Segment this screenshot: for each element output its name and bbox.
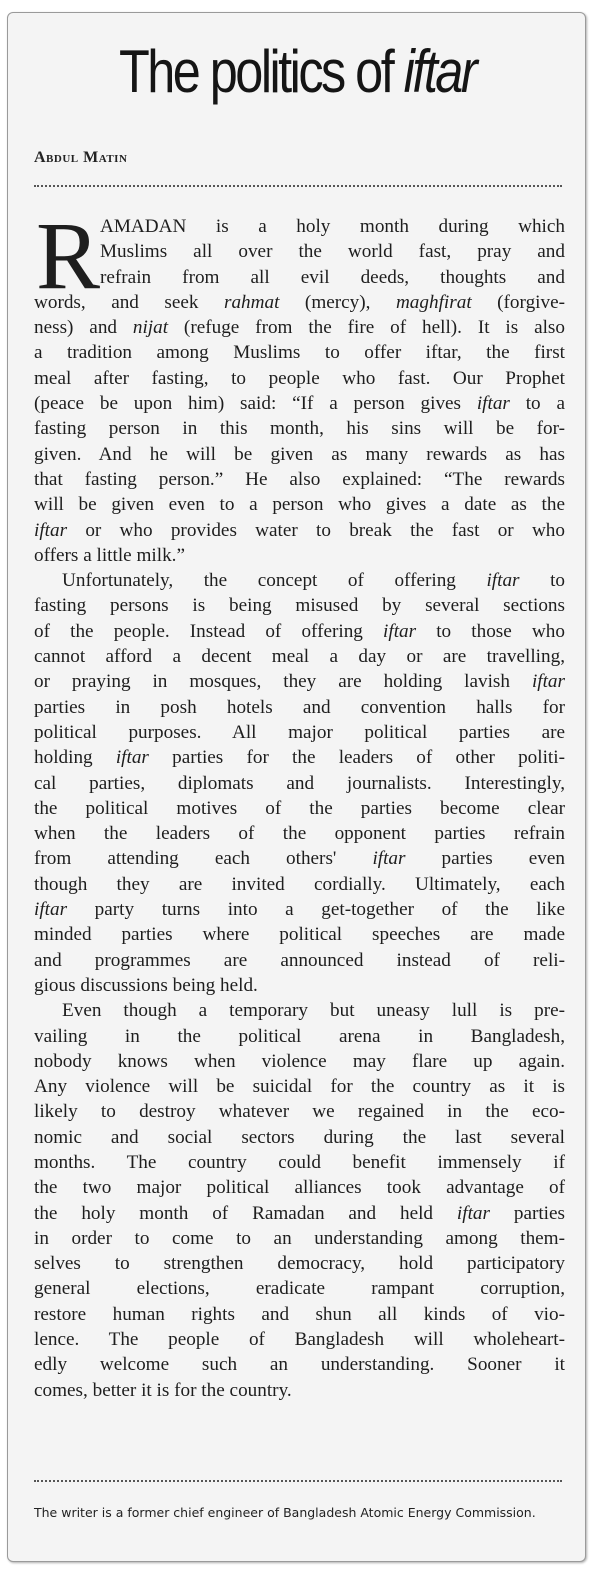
text-run: parties — [489, 1202, 565, 1224]
title-main: The politics of — [119, 38, 404, 105]
text-run: (mercy), — [279, 291, 396, 313]
text-run: to — [519, 570, 565, 592]
text-line — [34, 1251, 565, 1276]
italic-term: iftar — [383, 620, 417, 642]
text-line — [34, 239, 565, 264]
text-run: general elections, eradicate rampant corruption, — [34, 1278, 565, 1300]
author-note: The writer is a former chief engineer of Bangladesh Atomic Energy Commission. — [34, 1505, 536, 1520]
text-run: party turns into a get-together of the like — [67, 899, 565, 921]
text-run: offers a little milk.” — [34, 544, 185, 566]
divider-top — [34, 185, 562, 187]
text-run: political purposes. All major political parties are — [34, 721, 565, 743]
text-line — [34, 821, 565, 846]
text-line — [34, 922, 565, 947]
text-run: Even though a temporary but uneasy lull is pre- — [62, 1000, 565, 1022]
italic-term: iftar — [476, 393, 510, 415]
text-run: holding — [34, 747, 116, 769]
text-run: Muslims all over the world fast, pray and — [100, 241, 565, 263]
text-line — [34, 619, 565, 644]
text-run: (refuge from the fire of hell). It is also — [168, 317, 565, 339]
text-run: ness) and — [34, 317, 133, 339]
text-line — [34, 391, 565, 416]
text-line — [34, 796, 565, 821]
text-run: and programmes are announced instead of reli- — [34, 949, 565, 971]
text-line — [34, 872, 565, 897]
text-run: cal parties, diplomats and journalists. Interestingly, — [34, 772, 565, 794]
text-run: nomic and social sectors during the last several — [34, 1126, 565, 1148]
text-run: likely to destroy whatever we regained in the eco- — [34, 1101, 565, 1123]
text-run: minded parties where political speeches are made — [34, 924, 565, 946]
text-run: though they are invited cordially. Ultimately, each — [34, 873, 565, 895]
text-line — [34, 1327, 565, 1352]
text-run: fasting persons is being misused by several sections — [34, 595, 565, 617]
text-run: the political motives of the parties become clear — [34, 797, 565, 819]
text-line — [34, 214, 565, 239]
text-line — [34, 518, 565, 543]
text-line — [34, 720, 565, 745]
text-line — [34, 973, 565, 998]
text-run: parties for the leaders of other politi- — [148, 747, 565, 769]
divider-bottom — [34, 1480, 562, 1482]
text-run: words, and seek — [34, 291, 224, 313]
text-line — [34, 1352, 565, 1377]
text-line — [34, 1099, 565, 1124]
text-line — [34, 1201, 565, 1226]
text-line — [34, 416, 565, 441]
text-line — [34, 467, 565, 492]
text-run: edly welcome such an understanding. Sooner it — [34, 1354, 565, 1376]
italic-term: iftar — [34, 519, 68, 541]
text-line — [34, 1378, 565, 1403]
text-run: comes, better it is for the country. — [34, 1379, 292, 1401]
text-run: will be given even to a person who gives a date as the — [34, 494, 565, 516]
text-run: meal after fasting, to people who fast. Our Prophet — [34, 367, 565, 389]
text-run: when the leaders of the opponent parties refrain — [34, 823, 565, 845]
text-line — [34, 340, 565, 365]
text-line — [34, 897, 565, 922]
text-line — [34, 998, 565, 1023]
author-byline: Abdul Matin — [34, 149, 128, 166]
text-line — [34, 1024, 565, 1049]
text-run: restore human rights and shun all kinds of vio- — [34, 1303, 565, 1325]
text-line — [34, 593, 565, 618]
text-run: selves to strengthen democracy, hold participatory — [34, 1253, 565, 1275]
text-run: refrain from all evil deeds, thoughts and — [100, 266, 565, 288]
text-run: gious discussions being held. — [34, 974, 258, 996]
italic-term: iftar — [372, 848, 406, 870]
text-run: the holy month of Ramadan and held — [34, 1202, 457, 1224]
text-line — [34, 948, 565, 973]
text-run: Any violence will be suicidal for the country as it is — [34, 1076, 565, 1098]
text-line — [34, 846, 565, 871]
text-run: of the people. Instead of offering — [34, 620, 384, 642]
text-run: fasting person in this month, his sins will be for- — [34, 418, 565, 440]
text-line — [34, 771, 565, 796]
text-run: Unfortunately, the concept of offering — [62, 570, 487, 592]
text-line — [34, 1150, 565, 1175]
italic-term: iftar — [531, 671, 565, 693]
italic-term: nijat — [132, 317, 169, 339]
text-run: given. And he will be given as many rewards as has — [34, 443, 565, 465]
text-line — [34, 1074, 565, 1099]
text-line — [34, 745, 565, 770]
text-line — [34, 442, 565, 467]
text-line — [34, 1049, 565, 1074]
text-run: to those who — [416, 620, 565, 642]
text-line — [34, 1125, 565, 1150]
text-line — [34, 1276, 565, 1301]
text-line — [34, 695, 565, 720]
text-line — [34, 315, 565, 340]
italic-term: maghfirat — [395, 291, 472, 313]
text-run: the two major political alliances took advantage of — [34, 1177, 565, 1199]
italic-term: iftar — [486, 570, 520, 592]
text-run: AMADAN is a holy month during which — [100, 216, 565, 237]
italic-term: iftar — [456, 1202, 490, 1224]
article-title — [48, 36, 546, 108]
text-run: lence. The people of Bangladesh will wholeheart- — [34, 1329, 565, 1351]
text-run: nobody knows when violence may flare up again. — [34, 1050, 565, 1072]
text-run: or praying in mosques, they are holding lavish — [34, 671, 532, 693]
text-run: a tradition among Muslims to offer iftar, the first — [34, 342, 565, 364]
text-run: in order to come to an understanding among them- — [34, 1227, 565, 1249]
italic-term: iftar — [34, 899, 68, 921]
text-line — [34, 492, 565, 517]
text-line — [34, 290, 565, 315]
text-run: months. The country could benefit immensely if — [34, 1151, 565, 1173]
text-run: that fasting person.” He also explained: “The rewards — [34, 468, 565, 490]
title-italic: iftar — [403, 38, 476, 105]
italic-term: rahmat — [224, 291, 280, 313]
text-run: from attending each others' — [34, 848, 373, 870]
text-run: parties in posh hotels and convention halls for — [34, 696, 565, 718]
text-line — [34, 568, 565, 593]
text-line — [34, 1175, 565, 1200]
text-run: or who provides water to break the fast or who — [67, 519, 565, 541]
article-body — [34, 202, 565, 1403]
italic-term: iftar — [115, 747, 149, 769]
text-line — [34, 644, 565, 669]
text-run: cannot afford a decent meal a day or are travelling, — [34, 646, 565, 668]
text-run: (forgive- — [471, 291, 565, 313]
text-run: (peace be upon him) said: “If a person gives — [34, 393, 477, 415]
text-line — [34, 265, 565, 290]
text-line — [34, 1302, 565, 1327]
text-run: vailing in the political arena in Bangladesh, — [34, 1025, 565, 1047]
drop-cap: R — [36, 202, 101, 309]
text-line — [34, 669, 565, 694]
text-line — [34, 366, 565, 391]
text-run: parties even — [405, 848, 565, 870]
text-line — [34, 543, 565, 568]
text-run: to a — [509, 393, 565, 415]
text-line — [34, 1226, 565, 1251]
